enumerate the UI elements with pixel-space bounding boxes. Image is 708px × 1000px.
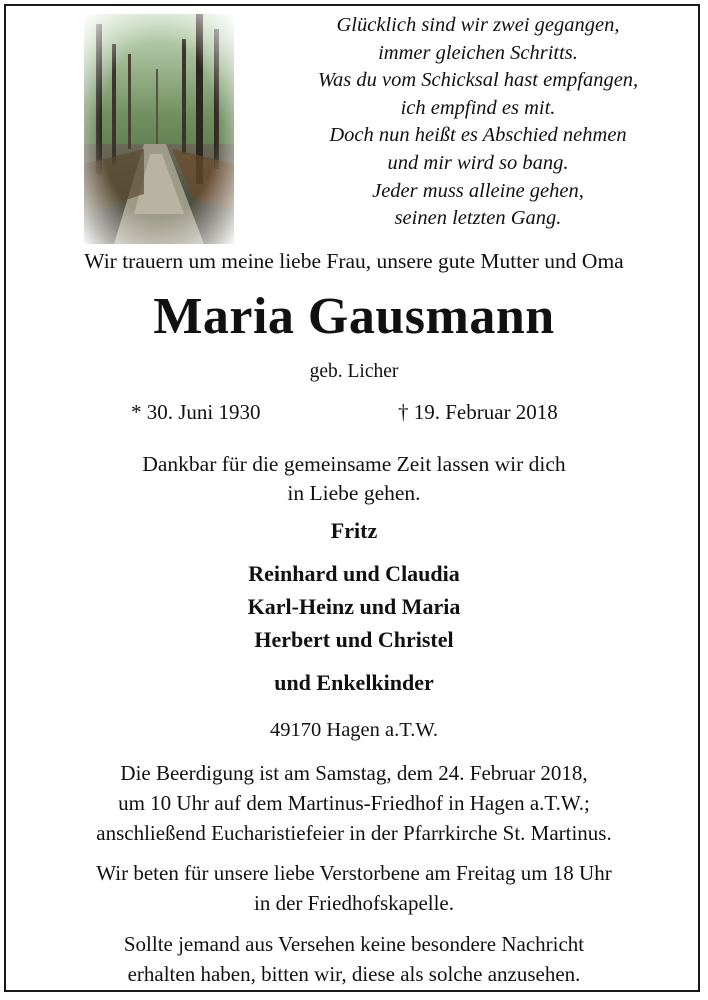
poem-line: Was du vom Schicksal hast empfangen,: [317, 69, 639, 92]
thanks-text: [0, 450, 708, 508]
poem-line: immer gleichen Schritts.: [378, 41, 578, 64]
poem: [268, 12, 688, 233]
poem-line: Glücklich sind wir zwei gegangen,: [336, 14, 620, 36]
birth-date: * 30. Juni 1930: [131, 400, 261, 424]
poem-line: und mir wird so bang.: [387, 151, 569, 174]
funeral-line: anschließend Eucharistiefeier in der Pfarrkirche St. Martinus.: [96, 821, 612, 845]
poem-line: Jeder muss alleine gehen,: [372, 179, 584, 202]
poem-line: seinen letzten Gang.: [394, 207, 562, 230]
poem-line: ich empfind es mit.: [400, 96, 556, 119]
notice-line: Sollte jemand aus Versehen keine besondere Nachricht: [123, 932, 585, 956]
mourner-name: Fritz: [330, 518, 378, 543]
mourner-name: Reinhard und Claudia: [248, 561, 460, 586]
funeral-line: Die Beerdigung ist am Samstag, dem 24. Februar 2018,: [120, 761, 588, 785]
forest-path-photo: [84, 14, 234, 244]
notice-line: erhalten haben, bitten wir, diese als solche anzusehen.: [127, 962, 581, 986]
mourner-name: Herbert und Christel: [254, 627, 454, 652]
poem-line: Doch nun heißt es Abschied nehmen: [329, 124, 627, 147]
funeral-info: [0, 758, 708, 848]
thanks-line: Dankbar für die gemeinsame Zeit lassen wir dich: [142, 452, 566, 476]
funeral-line: um 10 Uhr auf dem Martinus-Friedhof in Hagen a.T.W.;: [118, 791, 590, 815]
prayer-info: [0, 858, 708, 918]
thanks-line: in Liebe gehen.: [287, 481, 421, 505]
death-date: † 19. Februar 2018: [398, 400, 558, 424]
mourner-name: und Enkelkinder: [274, 670, 434, 695]
notice-info: [0, 929, 708, 989]
forest-path-image: [84, 14, 234, 244]
prayer-line: in der Friedhofskapelle.: [253, 891, 455, 915]
mourner-name: Karl-Heinz und Maria: [247, 594, 461, 619]
deceased-name: Maria Gausmann: [153, 288, 555, 345]
place: 49170 Hagen a.T.W.: [270, 719, 438, 741]
intro-text: Wir trauern um meine liebe Frau, unsere gute Mutter und Oma: [84, 249, 624, 273]
birth-name: geb. Licher: [309, 361, 399, 382]
prayer-line: Wir beten für unsere liebe Verstorbene am Freitag um 18 Uhr: [96, 861, 612, 885]
